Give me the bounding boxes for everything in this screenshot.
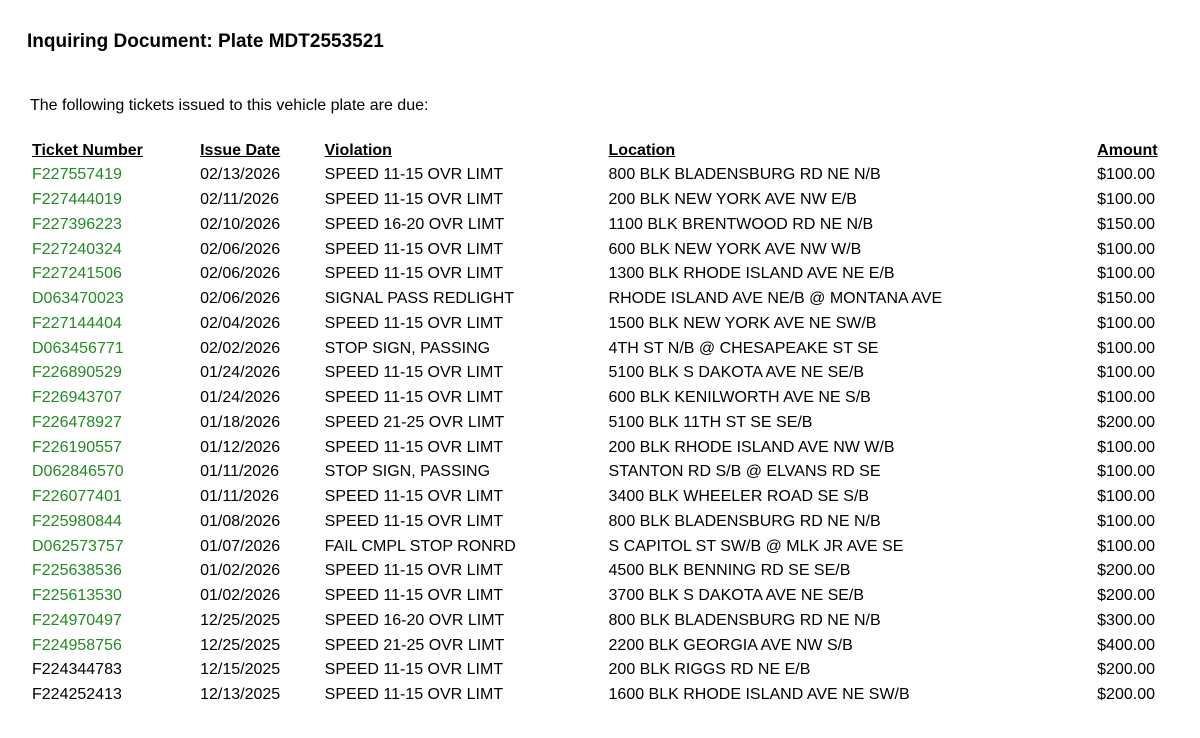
violation-cell: SPEED 11-15 OVR LIMT	[324, 488, 504, 506]
ticket-number-cell	[30, 683, 198, 708]
ticket-number-cell	[30, 188, 198, 213]
violation-cell: FAIL CMPL STOP RONRD	[324, 537, 516, 555]
issue-date-cell: 01/11/2026	[200, 488, 279, 506]
tickets-table-body	[30, 163, 1165, 708]
issue-date-cell: 01/02/2026	[200, 587, 281, 605]
violation-cell: SPEED 11-15 OVR LIMT	[324, 562, 504, 580]
ticket-number-cell	[30, 658, 198, 683]
amount-cell: $200.00	[1097, 587, 1155, 605]
ticket-number-cell	[30, 435, 198, 460]
ticket-number-link[interactable]: D063456771	[32, 339, 124, 357]
table-row	[30, 411, 1165, 436]
table-row	[30, 683, 1165, 708]
violation-cell: SPEED 16-20 OVR LIMT	[324, 611, 505, 629]
ticket-number-cell	[30, 485, 198, 510]
location-cell: 4500 BLK BENNING RD SE SE/B	[608, 562, 851, 580]
table-row	[30, 336, 1165, 361]
header-issue-date: Issue Date	[200, 142, 281, 159]
ticket-number-cell	[30, 287, 198, 312]
location-cell: 600 BLK NEW YORK AVE NW W/B	[608, 240, 862, 258]
ticket-number-link[interactable]: D063470023	[32, 290, 124, 308]
location-cell: 5100 BLK 11TH ST SE SE/B	[608, 413, 813, 431]
amount-cell: $100.00	[1097, 512, 1155, 530]
issue-date-cell: 01/24/2026	[200, 389, 281, 407]
table-row	[30, 312, 1165, 337]
location-cell: 1500 BLK NEW YORK AVE NE SW/B	[608, 314, 877, 332]
violation-cell: SPEED 11-15 OVR LIMT	[324, 240, 504, 258]
amount-cell: $100.00	[1097, 314, 1155, 332]
issue-date-cell: 02/06/2026	[200, 265, 281, 283]
table-row	[30, 237, 1165, 262]
page-title: Inquiring Document: Plate MDT2553521	[27, 31, 384, 52]
ticket-number-link[interactable]: F227557419	[32, 166, 122, 184]
ticket-number-link[interactable]: F226943707	[32, 389, 122, 407]
violation-cell: STOP SIGN, PASSING	[324, 339, 491, 357]
violation-cell: SPEED 11-15 OVR LIMT	[324, 686, 504, 704]
amount-cell: $100.00	[1097, 191, 1155, 209]
header-ticket-number: Ticket Number	[32, 142, 143, 159]
table-row	[30, 584, 1165, 609]
table-row	[30, 163, 1165, 188]
ticket-number-cell	[30, 633, 198, 658]
ticket-number-text: F224252413	[32, 686, 122, 704]
amount-cell: $100.00	[1097, 166, 1155, 184]
location-cell: 3700 BLK S DAKOTA AVE NE SE/B	[608, 587, 865, 605]
table-row	[30, 262, 1165, 287]
issue-date-cell: 02/11/2026	[200, 191, 279, 209]
ticket-number-link[interactable]: F226890529	[32, 364, 122, 382]
ticket-number-cell	[30, 460, 198, 485]
violation-cell: SPEED 11-15 OVR LIMT	[324, 265, 504, 283]
violation-cell: SPEED 11-15 OVR LIMT	[324, 364, 504, 382]
table-row	[30, 287, 1165, 312]
ticket-number-link[interactable]: F225638536	[32, 562, 122, 580]
ticket-number-cell	[30, 386, 198, 411]
ticket-number-text: F224344783	[32, 661, 122, 679]
table-row	[30, 386, 1165, 411]
violation-cell: SPEED 21-25 OVR LIMT	[324, 636, 505, 654]
ticket-number-link[interactable]: F226077401	[32, 488, 122, 506]
ticket-number-link[interactable]: F226190557	[32, 438, 122, 456]
issue-date-cell: 02/13/2026	[200, 166, 281, 184]
ticket-number-link[interactable]: F224970497	[32, 611, 122, 629]
table-row	[30, 361, 1165, 386]
ticket-number-link[interactable]: D062846570	[32, 463, 124, 481]
amount-cell: $200.00	[1097, 661, 1155, 679]
location-cell: 200 BLK RHODE ISLAND AVE NW W/B	[608, 438, 895, 456]
amount-cell: $100.00	[1097, 537, 1155, 555]
ticket-number-cell	[30, 361, 198, 386]
location-cell: 3400 BLK WHEELER ROAD SE S/B	[608, 488, 870, 506]
location-cell: STANTON RD S/B @ ELVANS RD SE	[608, 463, 881, 481]
issue-date-cell: 02/06/2026	[200, 290, 281, 308]
intro-text: The following tickets issued to this vehicle plate are due:	[30, 97, 429, 114]
table-row	[30, 658, 1165, 683]
tickets-table	[30, 139, 1165, 708]
header-amount: Amount	[1097, 142, 1158, 159]
table-row	[30, 534, 1165, 559]
location-cell: 1600 BLK RHODE ISLAND AVE NE SW/B	[608, 686, 910, 704]
ticket-number-link[interactable]: F225613530	[32, 587, 122, 605]
issue-date-cell: 01/12/2026	[200, 438, 281, 456]
amount-cell: $100.00	[1097, 488, 1155, 506]
table-row	[30, 485, 1165, 510]
table-row	[30, 559, 1165, 584]
ticket-number-cell	[30, 609, 198, 634]
ticket-number-link[interactable]: F227396223	[32, 215, 122, 233]
ticket-number-cell	[30, 213, 198, 238]
amount-cell: $150.00	[1097, 215, 1155, 233]
tickets-table-header	[30, 139, 1165, 163]
amount-cell: $200.00	[1097, 562, 1155, 580]
amount-cell: $400.00	[1097, 636, 1155, 654]
header-violation: Violation	[324, 142, 392, 159]
amount-cell: $100.00	[1097, 463, 1155, 481]
issue-date-cell: 02/06/2026	[200, 240, 281, 258]
violation-cell: SPEED 16-20 OVR LIMT	[324, 215, 505, 233]
issue-date-cell: 01/08/2026	[200, 512, 281, 530]
amount-cell: $150.00	[1097, 290, 1155, 308]
ticket-number-cell	[30, 312, 198, 337]
amount-cell: $100.00	[1097, 265, 1155, 283]
issue-date-cell: 01/24/2026	[200, 364, 281, 382]
issue-date-cell: 12/25/2025	[200, 611, 281, 629]
violation-cell: SPEED 11-15 OVR LIMT	[324, 314, 504, 332]
violation-cell: SPEED 11-15 OVR LIMT	[324, 438, 504, 456]
ticket-number-link[interactable]: F227241506	[32, 265, 122, 283]
amount-cell: $100.00	[1097, 364, 1155, 382]
location-cell: 200 BLK NEW YORK AVE NW E/B	[608, 191, 857, 209]
location-cell: 2200 BLK GEORGIA AVE NW S/B	[608, 636, 853, 654]
location-cell: 800 BLK BLADENSBURG RD NE N/B	[608, 611, 881, 629]
location-cell: 200 BLK RIGGS RD NE E/B	[608, 661, 811, 679]
ticket-number-link[interactable]: F226478927	[32, 413, 122, 431]
header-location: Location	[608, 142, 676, 159]
amount-cell: $300.00	[1097, 611, 1155, 629]
location-cell: 1100 BLK BRENTWOOD RD NE N/B	[608, 215, 874, 233]
amount-cell: $200.00	[1097, 413, 1155, 431]
table-row	[30, 435, 1165, 460]
issue-date-cell: 01/07/2026	[200, 537, 281, 555]
ticket-number-cell	[30, 559, 198, 584]
location-cell: 800 BLK BLADENSBURG RD NE N/B	[608, 512, 881, 530]
ticket-number-cell	[30, 584, 198, 609]
amount-cell: $100.00	[1097, 240, 1155, 258]
ticket-number-link[interactable]: F225980844	[32, 512, 122, 530]
ticket-number-cell	[30, 534, 198, 559]
location-cell: 5100 BLK S DAKOTA AVE NE SE/B	[608, 364, 865, 382]
location-cell: 600 BLK KENILWORTH AVE NE S/B	[608, 389, 871, 407]
violation-cell: SIGNAL PASS REDLIGHT	[324, 290, 515, 308]
violation-cell: SPEED 11-15 OVR LIMT	[324, 661, 504, 679]
ticket-number-link[interactable]: F227144404	[32, 314, 122, 332]
ticket-number-cell	[30, 411, 198, 436]
table-row	[30, 633, 1165, 658]
issue-date-cell: 02/02/2026	[200, 339, 281, 357]
violation-cell: SPEED 11-15 OVR LIMT	[324, 587, 504, 605]
location-cell: 800 BLK BLADENSBURG RD NE N/B	[608, 166, 881, 184]
location-cell: S CAPITOL ST SW/B @ MLK JR AVE SE	[608, 537, 904, 555]
violation-cell: SPEED 11-15 OVR LIMT	[324, 191, 504, 209]
table-row	[30, 213, 1165, 238]
ticket-number-link[interactable]: F224958756	[32, 636, 122, 654]
ticket-number-link[interactable]: F227444019	[32, 191, 122, 209]
ticket-number-cell	[30, 163, 198, 188]
ticket-number-cell	[30, 237, 198, 262]
header-row	[30, 139, 1165, 163]
table-row	[30, 460, 1165, 485]
violation-cell: SPEED 21-25 OVR LIMT	[324, 413, 505, 431]
ticket-number-cell	[30, 262, 198, 287]
location-cell: RHODE ISLAND AVE NE/B @ MONTANA AVE	[608, 290, 943, 308]
table-row	[30, 188, 1165, 213]
ticket-number-link[interactable]: D062573757	[32, 537, 124, 555]
location-cell: 1300 BLK RHODE ISLAND AVE NE E/B	[608, 265, 895, 283]
issue-date-cell: 12/25/2025	[200, 636, 281, 654]
table-row	[30, 510, 1165, 535]
location-cell: 4TH ST N/B @ CHESAPEAKE ST SE	[608, 339, 879, 357]
issue-date-cell: 02/04/2026	[200, 314, 281, 332]
violation-cell: STOP SIGN, PASSING	[324, 463, 491, 481]
issue-date-cell: 12/15/2025	[200, 661, 281, 679]
ticket-number-cell	[30, 336, 198, 361]
issue-date-cell: 12/13/2025	[200, 686, 281, 704]
issue-date-cell: 02/10/2026	[200, 215, 281, 233]
amount-cell: $100.00	[1097, 438, 1155, 456]
issue-date-cell: 01/02/2026	[200, 562, 281, 580]
violation-cell: SPEED 11-15 OVR LIMT	[324, 512, 504, 530]
issue-date-cell: 01/18/2026	[200, 413, 281, 431]
amount-cell: $100.00	[1097, 389, 1155, 407]
table-row	[30, 609, 1165, 634]
violation-cell: SPEED 11-15 OVR LIMT	[324, 166, 504, 184]
amount-cell: $100.00	[1097, 339, 1155, 357]
issue-date-cell: 01/11/2026	[200, 463, 279, 481]
ticket-number-cell	[30, 510, 198, 535]
ticket-number-link[interactable]: F227240324	[32, 240, 122, 258]
violation-cell: SPEED 11-15 OVR LIMT	[324, 389, 504, 407]
amount-cell: $200.00	[1097, 686, 1155, 704]
